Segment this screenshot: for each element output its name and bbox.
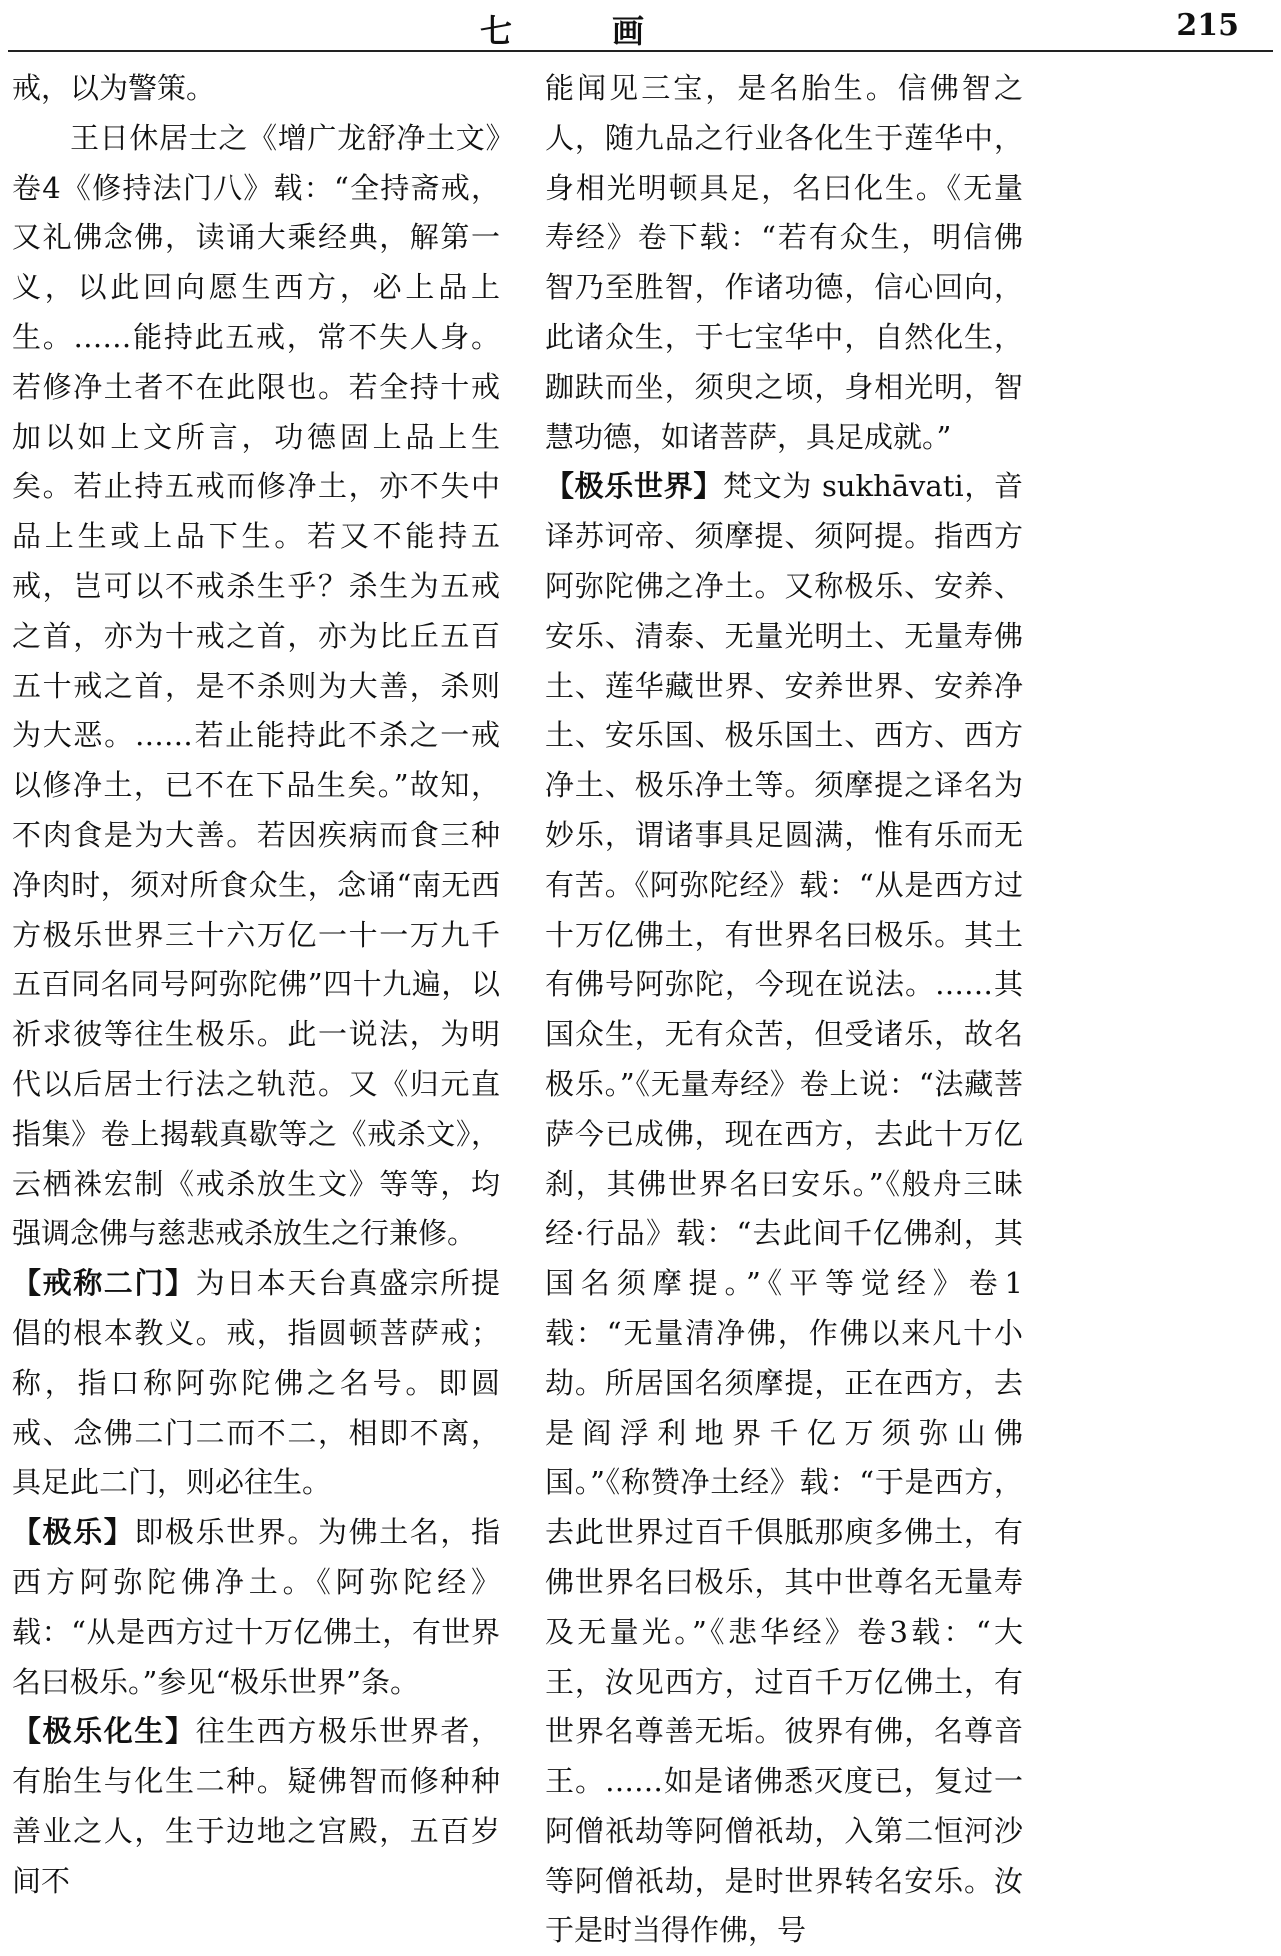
entry-continuation: 戒，以为警策。: [12, 71, 216, 105]
entry-paragraph: 王日休居士之《增广龙舒净土文》卷4《修持法门八》载：“全持斋戒，又礼佛念佛，读诵大乘经典，解第一义，以此回向愿生西方，必上品上生。……能持此五戒，常不失人身。若修净土者不在此限也。若全持十戒加以如上文所言，功德固上品上生矣。若止持五戒而修净土，亦不失中品上生或上品下生。若又不能持五戒，岂可以不戒杀生乎？杀生为五戒之首，亦为十戒之首，亦为比丘五百五十戒之首，是不杀则为大善，杀则为大恶。……若止能持此不杀之一戒以修净土，已不在下品生矣。”故知，不肉食是为大善。若因疾病而食三种净肉时，须对所食众生，念诵“南无西方极乐世界三十六万亿一十一万九千五百同名同号阿弥陀佛”四十九遍，以祈求彼等往生极乐。此一说法，为明代以后居士行法之轨范。又《归元直指集》卷上揭载真歇等之《戒杀文》，云栖袾宏制《戒杀放生文》等等，均强调念佛与慈悲戒杀放生之行兼修。: [12, 120, 500, 1251]
right-column: [545, 64, 1023, 1956]
entry-headword: 【戒称二门】: [12, 1266, 196, 1301]
page-number: 215: [1176, 8, 1239, 43]
entry-headword: 【极乐】: [12, 1515, 135, 1550]
section-title: 七 画: [480, 12, 679, 50]
entry-jie-cheng-er-men: 【戒称二门】为日本天台真盛宗所提倡的根本教义。戒，指圆顿菩萨戒；称，指口称阿弥陀佛之名号。即圆戒、念佛二门二而不二，相即不离，具足此二门，则必往生。: [12, 1266, 500, 1500]
entry-ji-le-shi-jie: 【极乐世界】梵文为 sukhāvati，音译苏诃帝、须摩提、须阿提。指西方阿弥陀佛之净土。又称极乐、安养、安乐、清泰、无量光明土、无量寿佛土、莲华藏世界、安养世界、安养净土、安乐国、极乐国土、西方、西方净土、极乐净土等。须摩提之译名为妙乐，谓诸事具足圆满，惟有乐而无有苦。《阿弥陀经》载：“从是西方过十万亿佛土，有世界名曰极乐。其土有佛号阿弥陀，今现在说法。……其国众生，无有众苦，但受诸乐，故名极乐。”《无量寿经》卷上说：“法藏菩萨今已成佛，现在西方，去此十万亿刹，其佛世界名曰安乐。”《般舟三昧经·行品》载：“去此间千亿佛刹，其国名须摩提。”《平等觉经》卷1载：“无量清净佛，作佛以来凡十小劫。所居国名须摩提，正在西方，去是阎浮利地界千亿万须弥山佛国。”《称赞净土经》载：“于是西方，去此世界过百千俱胝那庾多佛土，有佛世界名曰极乐，其中世尊名无量寿及无量光。”《悲华经》卷3载：“大王，汝见西方，过百千万亿佛土，有世界名尊善无垢。彼界有佛，名尊音王。……如是诸佛悉灭度已，复过一阿僧祇劫等阿僧祇劫，入第二恒河沙等阿僧祇劫，是时世界转名安乐。汝于是时当得作佛，号: [545, 469, 1023, 1948]
entry-headword: 【极乐化生】: [12, 1714, 196, 1749]
header-rule: [8, 50, 1273, 52]
entry-continuation: 能闻见三宝，是名胎生。信佛智之人，随九品之行业各化生于莲华中，身相光明顿具足，名曰化生。《无量寿经》卷下载：“若有众生，明信佛智乃至胜智，作诸功德，信心回向，此诸众生，于七宝华中，自然化生，跏趺而坐，须臾之顷，身相光明，智慧功德，如诸菩萨，具足成就。”: [545, 71, 1023, 454]
entry-ji-le-hua-sheng: 【极乐化生】往生西方极乐世界者，有胎生与化生二种。疑佛智而修种种善业之人，生于边地之宫殿，五百岁间不: [12, 1714, 500, 1898]
left-column: [12, 64, 500, 1906]
entry-ji-le: 【极乐】即极乐世界。为佛土名，指西方阿弥陀佛净土。《阿弥陀经》载：“从是西方过十万亿佛土，有世界名曰极乐。”参见“极乐世界”条。: [12, 1515, 500, 1699]
entry-headword: 【极乐世界】: [545, 469, 724, 504]
running-header: [0, 0, 1281, 48]
